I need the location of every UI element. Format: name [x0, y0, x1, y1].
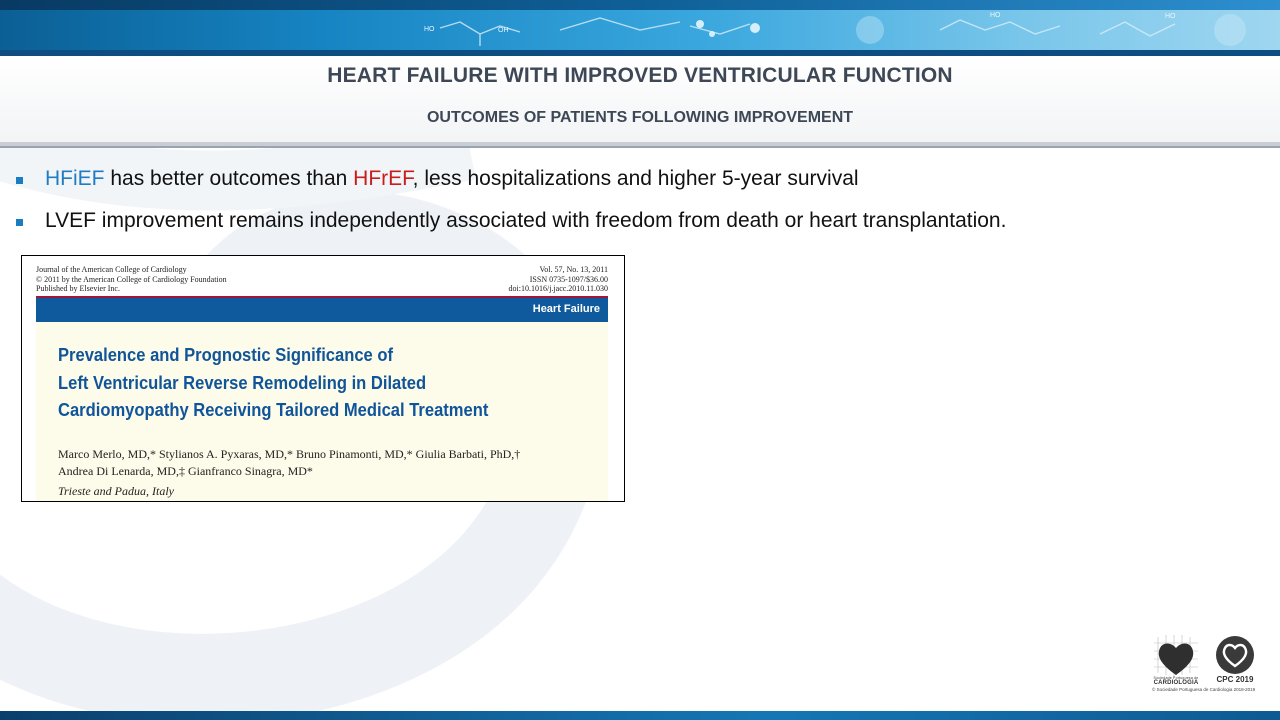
journal-line: © 2011 by the American College of Cardiology Foundation — [36, 274, 227, 284]
author-line: Marco Merlo, MD,* Stylianos A. Pyxaras, MD,* Bruno Pinamonti, MD,* Giulia Barbati, PhD,† — [58, 447, 521, 461]
term-hfief: HFiEF — [45, 167, 105, 190]
reference-line: Vol. 57, No. 13, 2011 — [539, 265, 608, 274]
cpc-heart-logo-icon — [1215, 635, 1255, 675]
paper-excerpt-image — [21, 255, 625, 502]
journal-line: Journal of the American College of Cardiology — [36, 265, 187, 274]
bullet-text: LVEF improvement remains independently associated with freedom from death or heart transplantation. — [45, 209, 1007, 232]
bottom-bar — [0, 711, 1280, 720]
slide-subtitle: OUTCOMES OF PATIENTS FOLLOWING IMPROVEMENT — [426, 109, 854, 126]
spc-logo-small: Sociedade Portuguesa de — [1153, 676, 1199, 680]
paper-title-block — [36, 322, 608, 501]
top-banner — [0, 0, 1280, 56]
bullet-square-icon — [16, 219, 23, 226]
term-hfref: HFrEF — [353, 167, 413, 190]
slide-title: HEART FAILURE WITH IMPROVED VENTRICULAR FUNCTION — [327, 64, 953, 87]
bullet-square-icon — [16, 177, 23, 184]
bullet-text-segment: has better outcomes than — [104, 167, 354, 190]
paper-title — [58, 342, 555, 425]
reference-line: doi:10.1016/j.jacc.2010.11.030 — [508, 284, 608, 293]
paper-authors — [58, 446, 520, 480]
paper-affiliation: Trieste and Padua, Italy — [58, 484, 174, 498]
title-area — [0, 56, 1280, 146]
molecule-decoration — [0, 0, 1280, 56]
bullet-text — [45, 167, 859, 191]
chem-label: HO — [1165, 13, 1176, 20]
journal-line: Published by Elsevier Inc. — [36, 284, 120, 293]
bullet-text-segment: , less hospitalizations and higher 5-year survival — [412, 167, 859, 190]
reference-line: ISSN 0735-1097/$36.00 — [529, 274, 608, 284]
section-bar — [36, 298, 608, 322]
paper-title-line: Prevalence and Prognostic Significance of — [58, 345, 393, 365]
section-label: Heart Failure — [532, 303, 600, 315]
author-line: Andrea Di Lenarda, MD,‡ Gianfranco Sinagra, MD* — [58, 464, 313, 478]
chem-label: HO — [424, 26, 435, 33]
cpc-logo-text: CPC 2019 — [1216, 675, 1254, 684]
copyright-text: © Sociedade Portuguesa de Cardiologia 2018-2019 — [1152, 687, 1256, 692]
paper-title-line: Cardiomyopathy Receiving Tailored Medical Treatment — [58, 400, 489, 420]
chem-label: HO — [990, 12, 1001, 19]
spc-logo-name: CARDIOLOGIA — [1153, 680, 1199, 686]
journal-info — [36, 265, 227, 294]
paper-title-line: Left Ventricular Reverse Remodeling in Dilated — [58, 372, 427, 393]
spc-logo-text — [1146, 676, 1206, 686]
chem-label: OH — [498, 27, 509, 34]
reference-info — [509, 265, 608, 294]
